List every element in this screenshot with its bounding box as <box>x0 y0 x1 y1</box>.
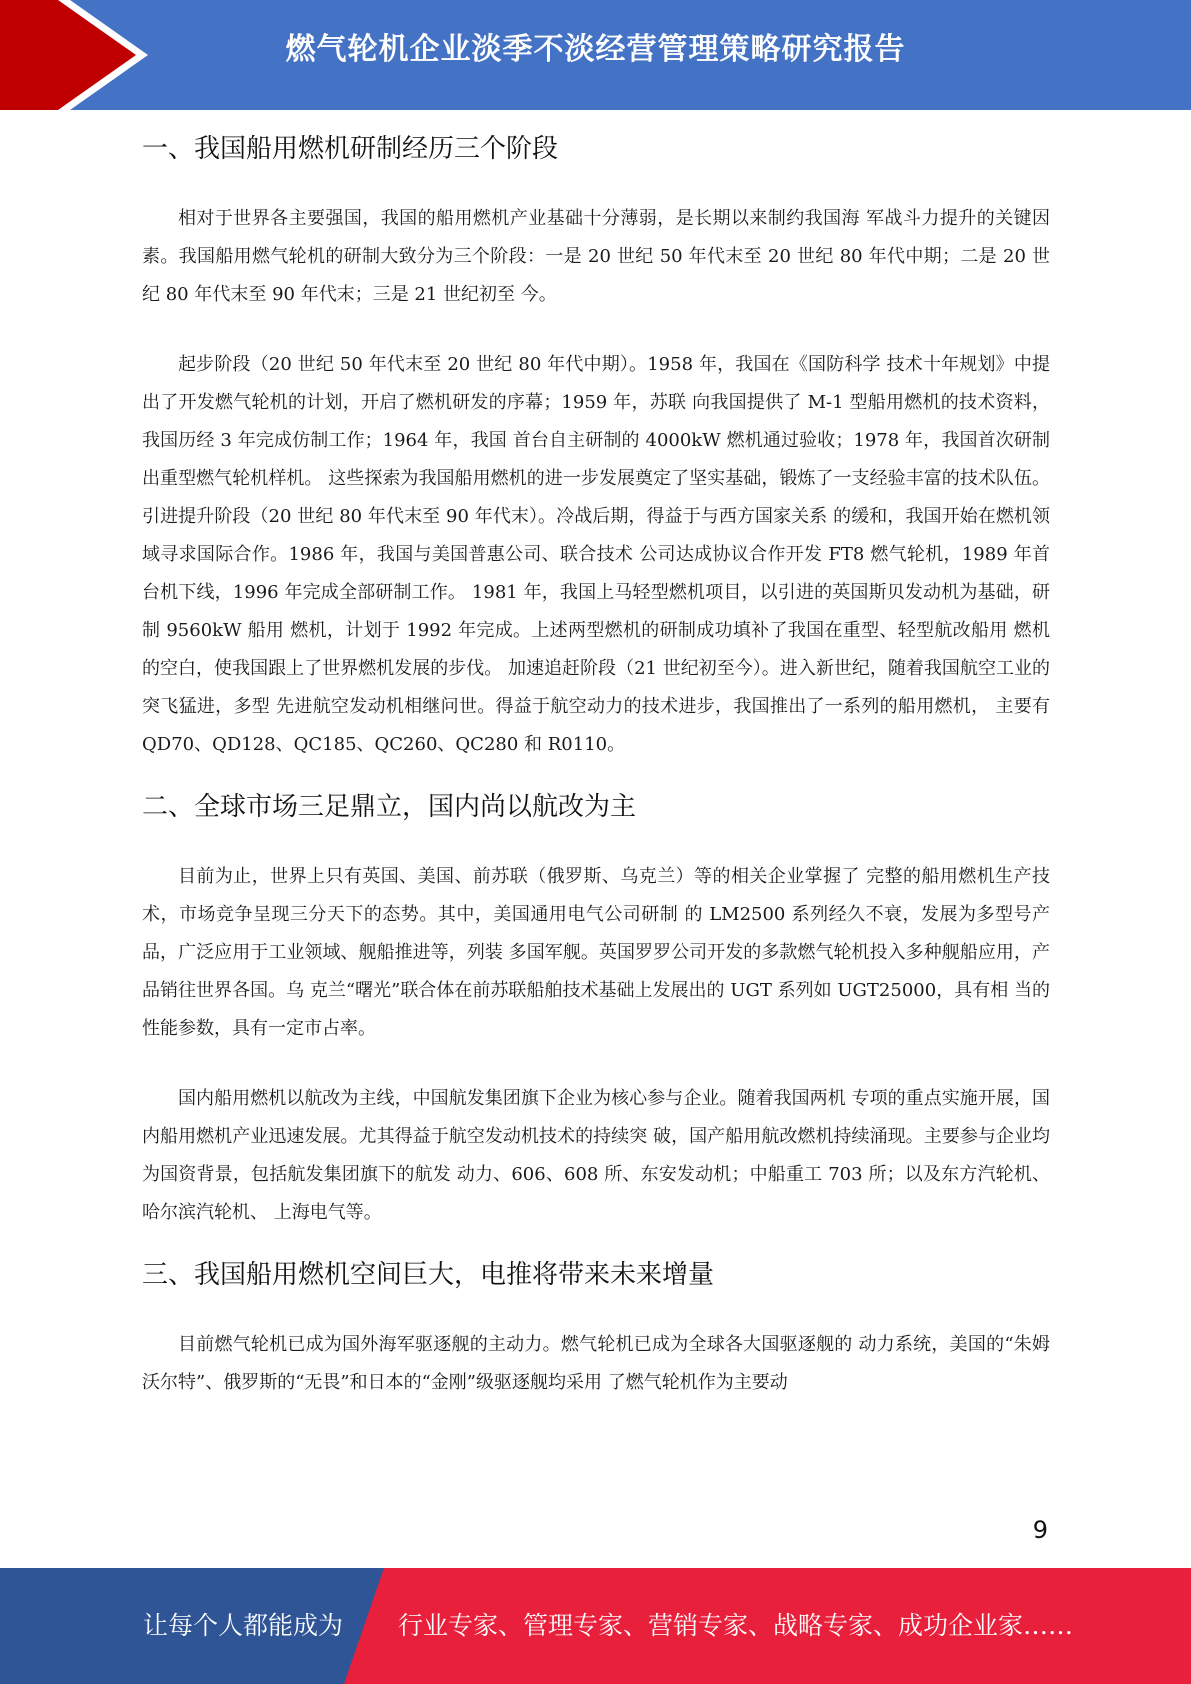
report-title: 燃气轮机企业淡季不淡经营管理策略研究报告 <box>285 32 906 67</box>
page-content <box>142 124 1050 1402</box>
page-number: 9 <box>1032 1516 1048 1544</box>
section-heading: 三、我国船用燃机空间巨大，电推将带来未来增量 <box>142 1260 715 1290</box>
paragraph: 目前为止，世界上只有英国、美国、前苏联（俄罗斯、乌克兰）等的相关企业掌握了 完整的船用燃机生产技术，市场竞争呈现三分天下的态势。其中，美国通用电气公司研制 的 LM2500 系列经久不衰，发展为多型号产品，广泛应用于工业领域、舰船推进等，列装 多国军舰。英国罗罗公司开发的多款燃气轮机投入多种舰船应用，产品销往世界各国。乌 克兰“曙光”联合体在前苏联船舶技术基础上发展出的 UGT 系列如 UGT25000，具有相 当的性能参数，具有一定市占率。 <box>142 866 1050 1039</box>
paragraph: 目前燃气轮机已成为国外海军驱逐舰的主动力。燃气轮机已成为全球各大国驱逐舰的 动力系统，美国的“朱姆沃尔特”、俄罗斯的“无畏”和日本的“金刚”级驱逐舰均采用 了燃气轮机作为主要动 <box>142 1334 1050 1393</box>
paragraph: 起步阶段（20 世纪 50 年代末至 20 世纪 80 年代中期）。1958 年，我国在《国防科学 技术十年规划》中提出了开发燃气轮机的计划，开启了燃机研发的序幕；1959 年，苏联 向我国提供了 M-1 型船用燃机的技术资料，我国历经 3 年完成仿制工作；1964 年，我国 首台自主研制的 4000kW 燃机通过验收；1978 年，我国首次研制出重型燃气轮机样机。 这些探索为我国船用燃机的进一步发展奠定了坚实基础，锻炼了一支经验丰富的技术队伍。 引进提升阶段（20 世纪 80 年代末至 90 年代末）。冷战后期，得益于与西方国家关系 的缓和，我国开始在燃机领域寻求国际合作。1986 年，我国与美国普惠公司、联合技术 公司达成协议合作开发 FT8 燃气轮机，1989 年首台机下线，1996 年完成全部研制工作。 1981 年，我国上马轻型燃机项目，以引进的英国斯贝发动机为基础，研制 9560kW 船用 燃机，计划于 1992 年完成。上述两型燃机的研制成功填补了我国在重型、轻型航改船用 燃机的空白，使我国跟上了世界燃机发展的步伐。 加速追赶阶段（21 世纪初至今）。进入新世纪，随着我国航空工业的突飞猛进，多型 先进航空发动机相继问世。得益于航空动力的技术进步，我国推出了一系列的船用燃机， 主要有 QD70、QD128、QC185、QC260、QC280 和 R0110。 <box>142 354 1050 755</box>
paragraph: 相对于世界各主要强国，我国的船用燃机产业基础十分薄弱，是长期以来制约我国海 军战斗力提升的关键因素。我国船用燃气轮机的研制大致分为三个阶段：一是 20 世纪 50 年代末至 20 世纪 80 年代中期；二是 20 世纪 80 年代末至 90 年代末；三是 21 世纪初至 今。 <box>142 208 1050 305</box>
section-heading: 二、全球市场三足鼎立，国内尚以航改为主 <box>142 792 637 822</box>
section-heading: 一、我国船用燃机研制经历三个阶段 <box>142 134 559 164</box>
paragraph: 国内船用燃机以航改为主线，中国航发集团旗下企业为核心参与企业。随着我国两机 专项的重点实施开展，国内船用燃机产业迅速发展。尤其得益于航空发动机技术的持续突 破，国产船用航改燃机持续涌现。主要参与企业均为国资背景，包括航发集团旗下的航发 动力、606、608 所、东安发动机；中船重工 703 所；以及东方汽轮机、哈尔滨汽轮机、 上海电气等。 <box>142 1088 1050 1223</box>
footer-slogan-right: 行业专家、管理专家、营销专家、战略专家、成功企业家…… <box>398 1611 1074 1640</box>
page-footer <box>0 1568 1191 1684</box>
page-header <box>0 0 1191 110</box>
footer-slogan-left: 让每个人都能成为 <box>143 1611 344 1640</box>
